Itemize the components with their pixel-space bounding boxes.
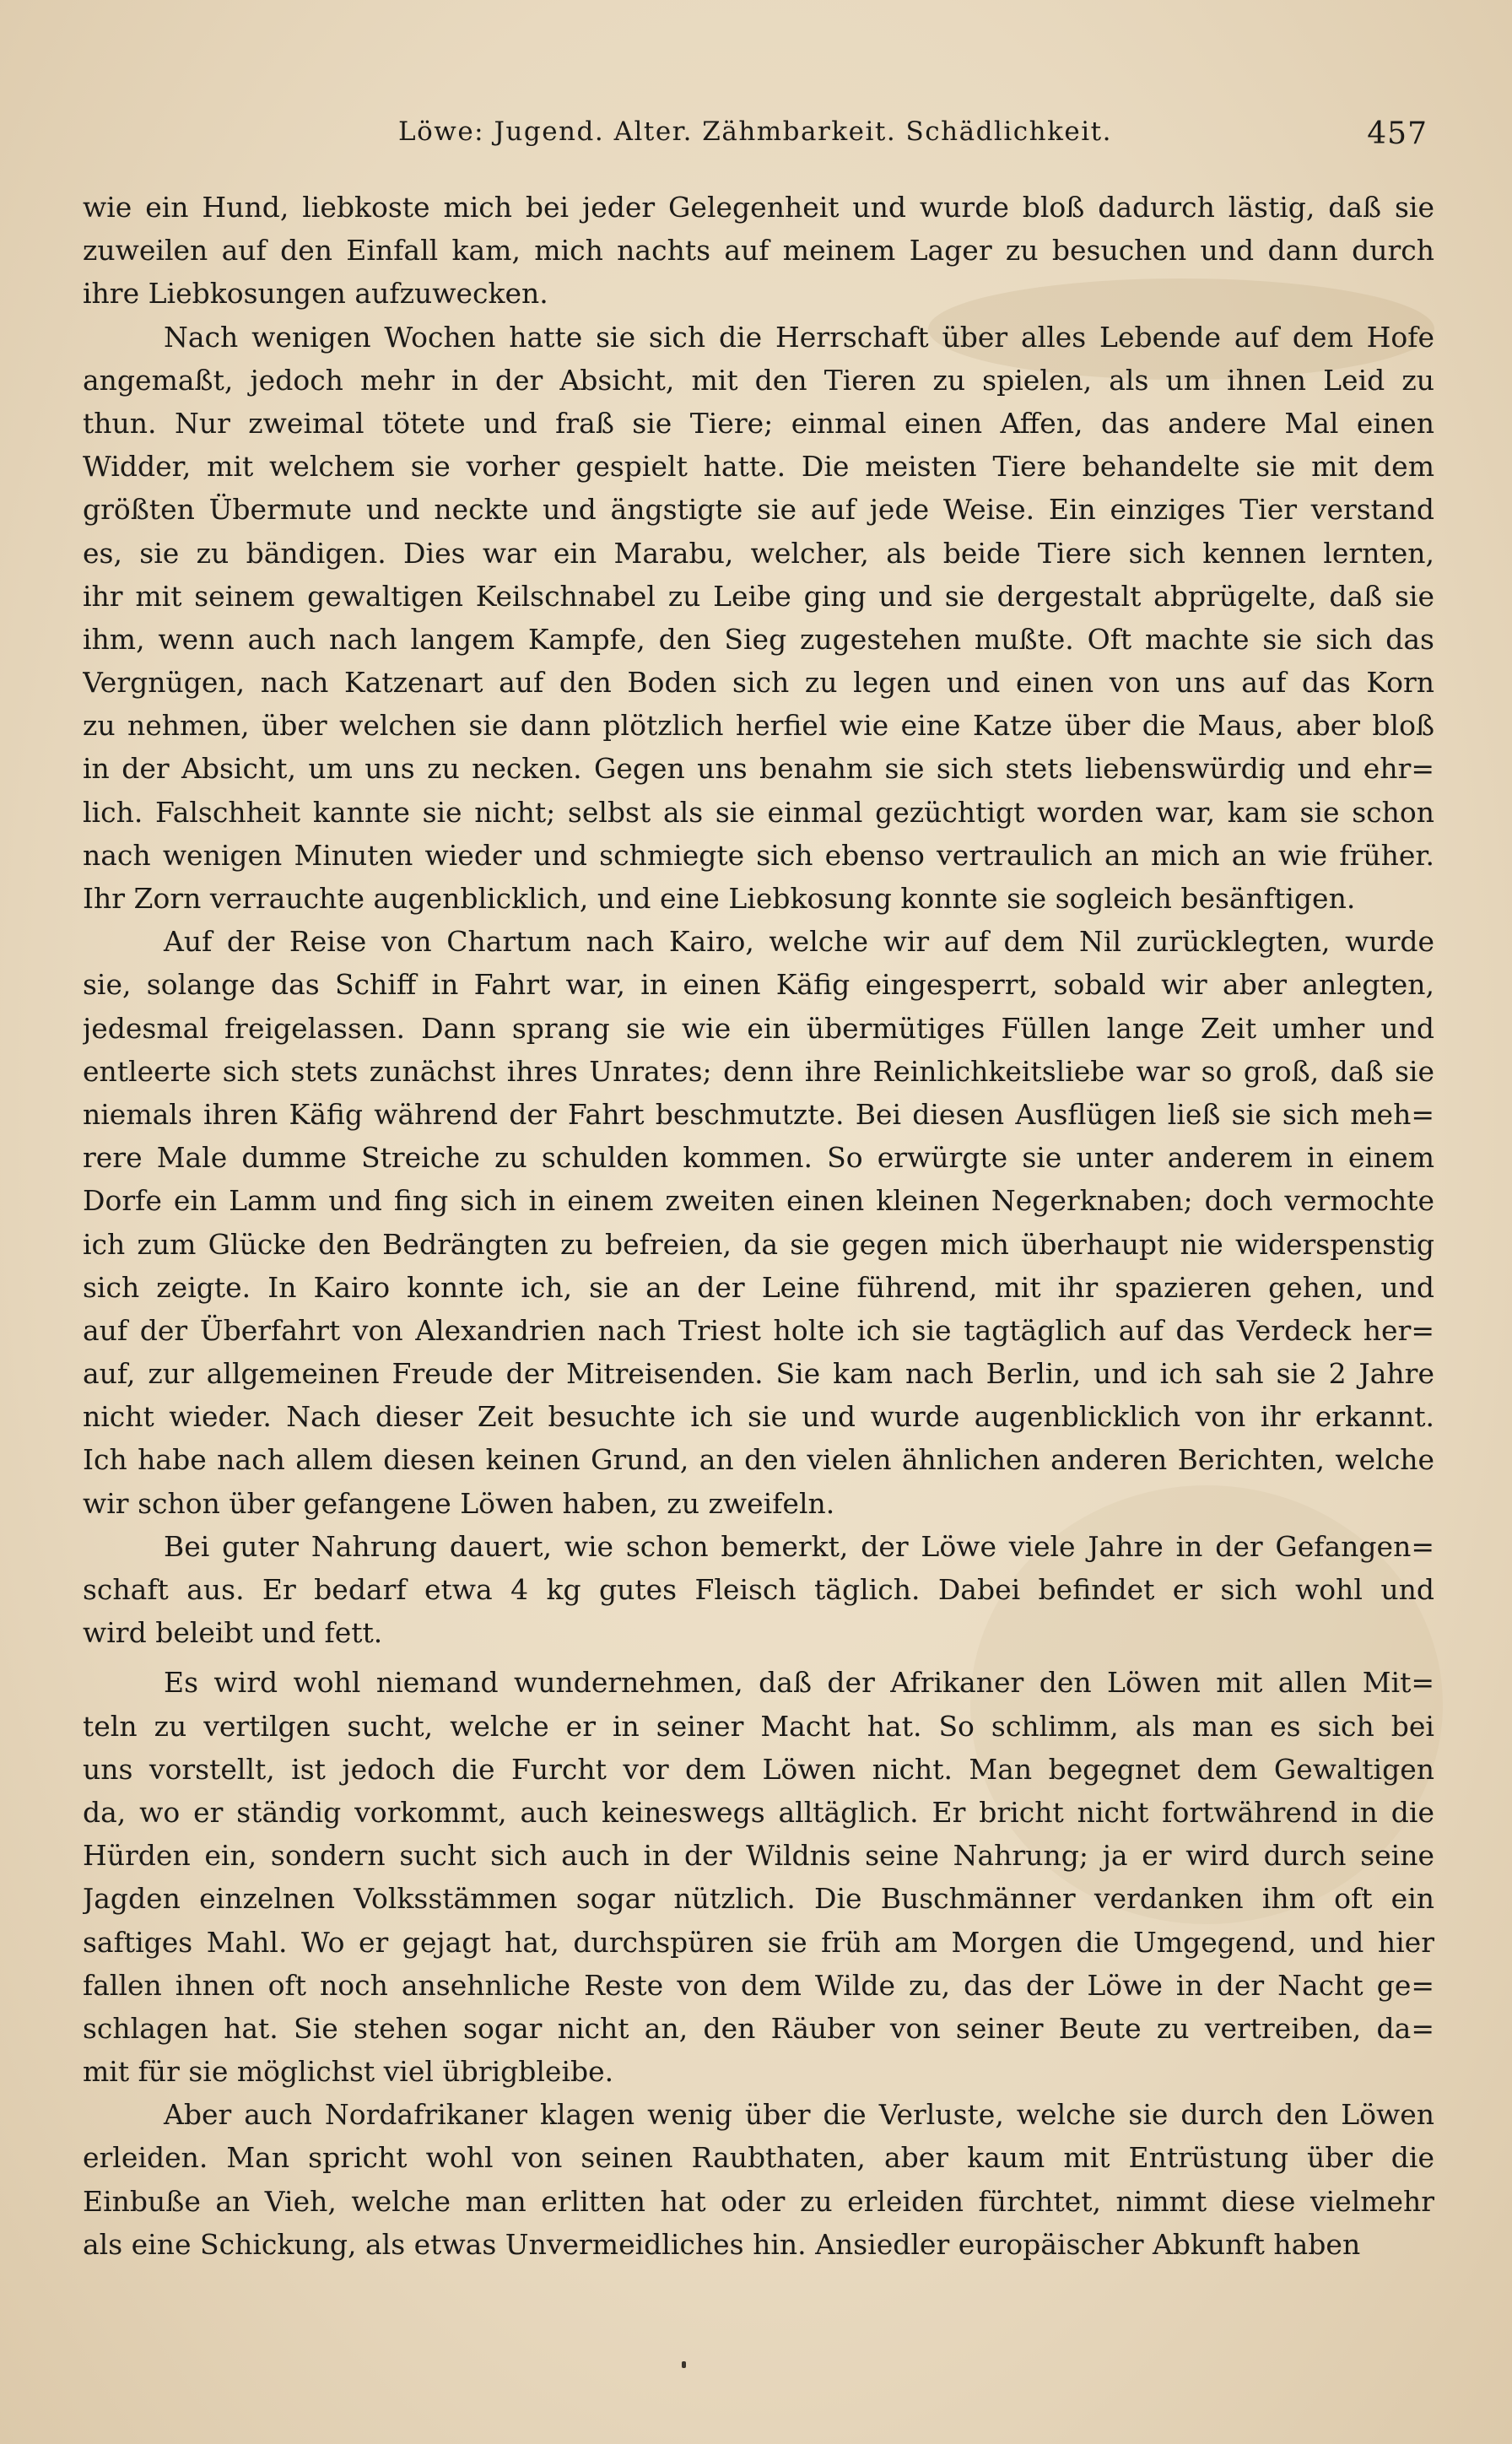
paragraph: [83, 316, 1434, 921]
text-line: lich. Falschheit kannte sie nicht; selbst als sie einmal gezüchtigt worden war, kam sie schon: [83, 795, 1434, 829]
text-line: es, sie zu bändigen. Dies war ein Marabu, welcher, als beide Tiere sich kennen lernten,: [83, 536, 1434, 570]
text-line: größten Übermute und neckte und ängstigte sie auf jede Weise. Ein einziges Tier verstand: [83, 493, 1434, 527]
text-line: ich zum Glücke den Bedrängten zu befreien, da sie gegen mich überhaupt nie widerspenstig: [83, 1227, 1434, 1261]
text-line: erleiden. Man spricht wohl von seinen Raubthaten, aber kaum mit Entrüstung über die: [83, 2141, 1434, 2175]
paragraph: [83, 2093, 1434, 2266]
text-line: niemals ihren Käfig während der Fahrt beschmutzte. Bei diesen Ausflügen ließ sie sich meh=: [83, 1097, 1434, 1131]
text-line: ihr mit seinem gewaltigen Keilschnabel zu Leibe ging und sie dergestalt abprügelte, daß sie: [83, 579, 1434, 613]
text-line: Nach wenigen Wochen hatte sie sich die Herrschaft über alles Lebende auf dem Hofe: [164, 320, 1434, 354]
text-line: in der Absicht, um uns zu necken. Gegen uns benahm sie sich stets liebenswürdig und ehr=: [83, 752, 1434, 786]
text-line: Ich habe nach allem diesen keinen Grund, an den vielen ähnlichen anderen Berichten, welche: [83, 1443, 1434, 1477]
text-line: teln zu vertilgen sucht, welche er in seiner Macht hat. So schlimm, als man es sich bei: [83, 1709, 1434, 1743]
text-line: ihre Liebkosungen aufzuwecken.: [83, 277, 548, 311]
text-line: jedesmal freigelassen. Dann sprang sie wie ein übermütiges Füllen lange Zeit umher und: [83, 1011, 1434, 1045]
text-line: wie ein Hund, liebkoste mich bei jeder Gelegenheit und wurde bloß dadurch lästig, daß sie: [83, 191, 1434, 224]
text-line: nach wenigen Minuten wieder und schmiegte sich ebenso vertraulich an mich an wie früher.: [83, 838, 1434, 872]
text-line: sie, solange das Schiff in Fahrt war, in einen Käfig eingesperrt, sobald wir aber anlegten,: [83, 968, 1434, 1002]
text-line: auf der Überfahrt von Alexandrien nach Triest holte ich sie tagtäglich auf das Verdeck her=: [83, 1313, 1434, 1347]
text-line: ihm, wenn auch nach langem Kampfe, den Sieg zugestehen mußte. Oft machte sie sich das: [83, 622, 1434, 656]
text-line: angemaßt, jedoch mehr in der Absicht, mit den Tieren zu spielen, als um ihnen Leid zu: [83, 363, 1434, 397]
text-line: Bei guter Nahrung dauert, wie schon bemerkt, der Löwe viele Jahre in der Gefangen=: [164, 1529, 1434, 1563]
paragraph: [83, 1661, 1434, 2093]
text-line: nicht wieder. Nach dieser Zeit besuchte ich sie und wurde augenblicklich von ihr erkannt.: [83, 1400, 1434, 1434]
text-line: entleerte sich stets zunächst ihres Unrates; denn ihre Reinlichkeitsliebe war so groß, daß sie: [83, 1054, 1434, 1088]
text-line: Einbuße an Vieh, welche man erlitten hat oder zu erleiden fürchtet, nimmt diese vielmehr: [83, 2184, 1434, 2218]
text-line: wir schon über gefangene Löwen haben, zu zweifeln.: [83, 1486, 835, 1520]
text-line: wird beleibt und fett.: [83, 1616, 383, 1650]
paragraph: [83, 186, 1434, 316]
text-line: Aber auch Nordafrikaner klagen wenig über die Verluste, welche sie durch den Löwen: [164, 2098, 1434, 2132]
body-text: [83, 186, 1434, 2266]
text-line: zu nehmen, über welchen sie dann plötzlich herfiel wie eine Katze über die Maus, aber bloß: [83, 709, 1434, 743]
text-line: sich zeigte. In Kairo konnte ich, sie an der Leine führend, mit ihr spazieren gehen, und: [83, 1270, 1434, 1304]
running-header: [83, 116, 1428, 159]
text-line: uns vorstellt, ist jedoch die Furcht vor dem Löwen nicht. Man begegnet dem Gewaltigen: [83, 1752, 1434, 1786]
text-line: auf, zur allgemeinen Freude der Mitreisenden. Sie kam nach Berlin, und ich sah sie 2 Jahre: [83, 1357, 1434, 1391]
text-line: als eine Schickung, als etwas Unvermeidliches hin. Ansiedler europäischer Abkunft haben: [83, 2227, 1361, 2261]
text-line: Ihr Zorn verrauchte augenblicklich, und eine Liebkosung konnte sie sogleich besänftigen.: [83, 882, 1356, 915]
text-line: Widder, mit welchem sie vorher gespielt hatte. Die meisten Tiere behandelte sie mit dem: [83, 450, 1434, 484]
text-line: Hürden ein, sondern sucht sich auch in der Wildnis seine Nahrung; ja er wird durch seine: [83, 1839, 1434, 1873]
running-title: Löwe: Jugend. Alter. Zähmbarkeit. Schädlichkeit.: [398, 116, 1112, 147]
text-line: schlagen hat. Sie stehen sogar nicht an, den Räuber von seiner Beute zu vertreiben, da=: [83, 2011, 1434, 2045]
text-line: Auf der Reise von Chartum nach Kairo, welche wir auf dem Nil zurücklegten, wurde: [164, 925, 1434, 959]
text-line: Dorfe ein Lamm und fing sich in einem zweiten einen kleinen Negerknaben; doch vermochte: [83, 1184, 1434, 1218]
text-line: zuweilen auf den Einfall kam, mich nachts auf meinem Lager zu besuchen und dann durch: [83, 234, 1434, 268]
text-line: saftiges Mahl. Wo er gejagt hat, durchspüren sie früh am Morgen die Umgegend, und hier: [83, 1925, 1434, 1959]
page-number: 457: [1367, 116, 1428, 151]
ink-mark: [682, 2361, 686, 2368]
text-line: Es wird wohl niemand wundernehmen, daß der Afrikaner den Löwen mit allen Mit=: [164, 1666, 1434, 1700]
text-line: rere Male dumme Streiche zu schulden kommen. So erwürgte sie unter anderem in einem: [83, 1141, 1434, 1175]
text-line: fallen ihnen oft noch ansehnliche Reste von dem Wilde zu, das der Löwe in der Nacht ge=: [83, 1968, 1434, 2002]
paragraph: [83, 920, 1434, 1525]
text-line: mit für sie möglichst viel übrigbleibe.: [83, 2055, 614, 2089]
text-line: Vergnügen, nach Katzenart auf den Boden sich zu legen und einen von uns auf das Korn: [83, 666, 1434, 700]
text-line: thun. Nur zweimal tötete und fraß sie Tiere; einmal einen Affen, das andere Mal einen: [83, 406, 1434, 440]
text-line: schaft aus. Er bedarf etwa 4 kg gutes Fleisch täglich. Dabei befindet er sich wohl und: [83, 1573, 1434, 1606]
text-line: da, wo er ständig vorkommt, auch keineswegs alltäglich. Er bricht nicht fortwährend in die: [83, 1795, 1434, 1829]
paragraph: [83, 1525, 1434, 1655]
text-line: Jagden einzelnen Volksstämmen sogar nützlich. Die Buschmänner verdanken ihm oft ein: [83, 1882, 1434, 1916]
